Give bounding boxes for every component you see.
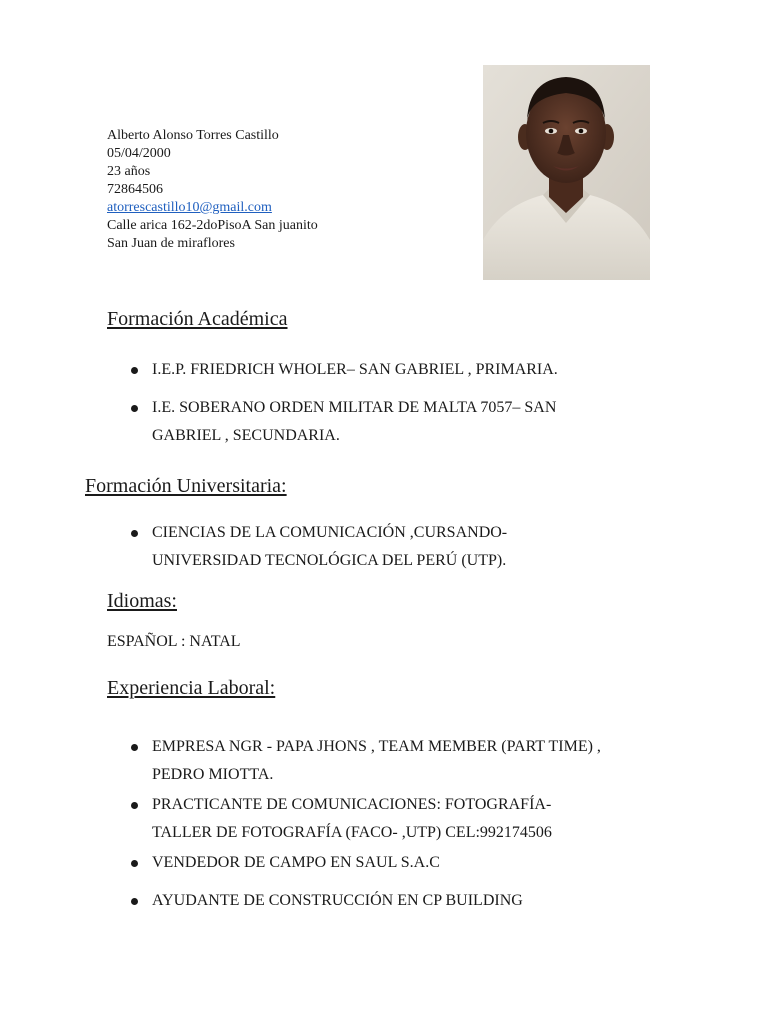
portrait-photo: [483, 65, 650, 280]
portrait-photo-icon: [483, 65, 650, 280]
full-name: Alberto Alonso Torres Castillo: [107, 128, 279, 143]
experience-list: [107, 733, 687, 915]
bullet-dot-icon: [131, 860, 138, 867]
list-item: I.E. SOBERANO ORDEN MILITAR DE MALTA 7057– SAN GABRIEL , SECUNDARIA.: [107, 394, 667, 450]
birthdate: 05/04/2000: [107, 146, 171, 161]
list-item: PRACTICANTE DE COMUNICACIONES: FOTOGRAFÍA- TALLER DE FOTOGRAFÍA (FACO- ,UTP) CEL:992174506: [107, 791, 687, 847]
email-link[interactable]: atorrescastillo10@gmail.com: [107, 200, 272, 215]
bullet-dot-icon: [131, 367, 138, 374]
academic-heading: Formación Académica: [107, 308, 288, 330]
bullet-dot-icon: [131, 530, 138, 537]
list-item: AYUDANTE DE CONSTRUCCIÓN EN CP BUILDING: [107, 887, 687, 915]
list-item: EMPRESA NGR - PAPA JHONS , TEAM MEMBER (PART TIME) , PEDRO MIOTTA.: [107, 733, 687, 789]
experience-heading: Experiencia Laboral:: [107, 677, 276, 699]
bullet-dot-icon: [131, 744, 138, 751]
bullet-dot-icon: [131, 898, 138, 905]
academic-list: [107, 356, 667, 450]
bullet-dot-icon: [131, 802, 138, 809]
languages-text: ESPAÑOL : NATAL: [107, 633, 241, 650]
list-item: VENDEDOR DE CAMPO EN SAUL S.A.C: [107, 849, 687, 877]
personal-info: [107, 127, 318, 253]
address-line-1: Calle arica 162-2doPisoA San juanito: [107, 218, 318, 233]
list-item: CIENCIAS DE LA COMUNICACIÓN ,CURSANDO- UNIVERSIDAD TECNOLÓGICA DEL PERÚ (UTP).: [107, 519, 667, 575]
languages-heading: Idiomas:: [107, 590, 177, 612]
university-heading: Formación Universitaria:: [85, 475, 287, 497]
phone-number: 72864506: [107, 182, 163, 197]
university-list: [107, 519, 667, 575]
list-item: I.E.P. FRIEDRICH WHOLER– SAN GABRIEL , PRIMARIA.: [107, 356, 667, 384]
address-line-2: San Juan de miraflores: [107, 236, 235, 251]
bullet-dot-icon: [131, 405, 138, 412]
age: 23 años: [107, 164, 151, 179]
